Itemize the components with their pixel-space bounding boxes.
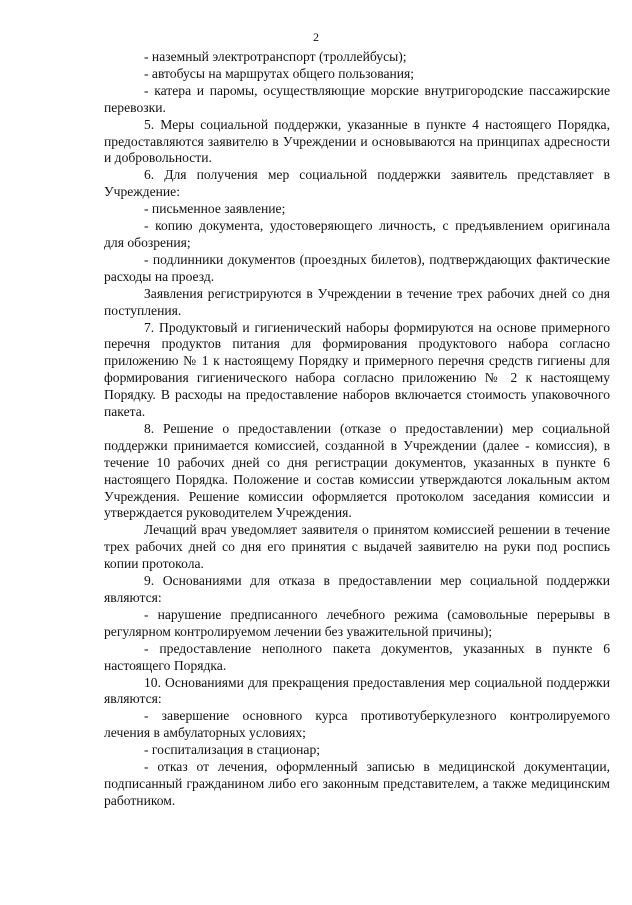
paragraph-item-7: 7. Продуктовый и гигиенический наборы формируются на основе примерного перечня продуктов питания для формирования продуктового набора согласно приложению № 1 к настоящему Порядку и примерного перечня средств гигиены для формирования гигиенического набора согласно приложению № 2 к настоящему Порядку. В расходы на предоставление наборов включается стоимость упаковочного пакета. [104, 319, 610, 420]
list-item-boats-ferries: - катера и паромы, осуществляющие морские внутригородские пассажирские перевозки. [104, 82, 610, 115]
list-item-buses: - автобусы на маршрутах общего пользования; [144, 65, 415, 81]
paragraph-item-5: 5. Меры социальной поддержки, указанные в пункте 4 настоящего Порядка, предоставляются заявителю в Учреждении и основываются на принципах адресности и добровольности. [104, 116, 610, 166]
paragraph-item-6: 6. Для получения мер социальной поддержки заявитель представляет в Учреждение: [104, 167, 610, 200]
list-item-trolleybus: - наземный электротранспорт (троллейбусы); [144, 49, 407, 64]
list-item-id-copy: - копию документа, удостоверяющего личность, с предъявлением оригинала для обозрения; [104, 218, 610, 250]
list-item-treatment-refusal: - отказ от лечения, оформленный записью в медицинской документации, подписанный гражданином либо его законным представителем, а также медицинским работником. [104, 759, 610, 808]
list-item-regime-violation: - нарушение предписанного лечебного режима (самовольные перерывы в регулярном контролируемом лечении без уважительной причины); [104, 606, 610, 639]
list-item-hospitalization: - госпитализация в стационар; [144, 742, 321, 758]
paragraph-item-10: 10. Основаниями для прекращения предоставления мер социальной поддержки являются: [104, 674, 610, 707]
paragraph-registration: Заявления регистрируются в Учреждении в течение трех рабочих дней со дня поступления. [104, 285, 610, 318]
paragraph-item-9: 9. Основаниями для отказа в предоставлении мер социальной поддержки являются: [104, 573, 610, 605]
list-item-incomplete-documents: - предоставление неполного пакета документов, указанных в пункте 6 настоящего Порядка. [104, 640, 610, 673]
document-body [104, 49, 610, 810]
list-item-written-application: - письменное заявление; [144, 201, 286, 217]
paragraph-item-8: 8. Решение о предоставлении (отказе о предоставлении) мер социальной поддержки принимается комиссией, созданной в Учреждении (далее - комиссия), в течение 10 рабочих дней со дня регистрации документов, указанных в пункте 6 настоящего Порядка. Положение и состав комиссии утверждаются локальным актом Учреждения. Решение комиссии оформляется протоколом заседания комиссии и утверждается руководителем Учреждения. [104, 420, 610, 521]
paragraph-doctor-notice: Лечащий врач уведомляет заявителя о принятом комиссией решении в течение трех рабочих дней со дня его принятия с выдачей заявителю на руки под роспись копии протокола. [104, 522, 610, 572]
list-item-course-completion: - завершение основного курса противотуберкулезного контролируемого лечения в амбулаторных условиях; [104, 708, 610, 741]
list-item-original-tickets: - подлинники документов (проездных билетов), подтверждающих фактические расходы на проезд. [104, 251, 610, 284]
page-number: 2 [313, 30, 319, 44]
